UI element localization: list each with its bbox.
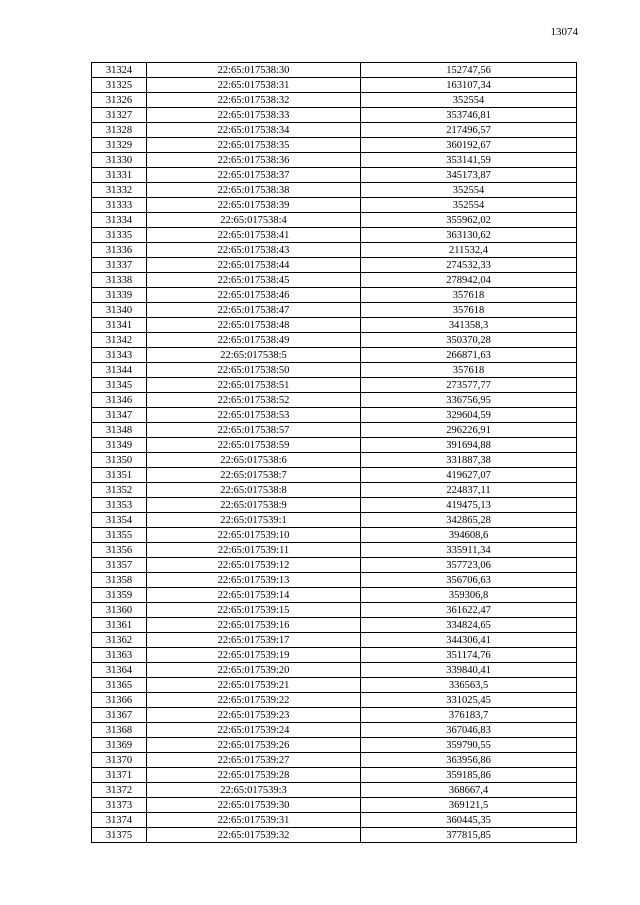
row-number-cell: 31335 bbox=[92, 228, 147, 243]
table-row bbox=[92, 543, 577, 558]
value-cell: 360445,35 bbox=[361, 813, 577, 828]
table-row bbox=[92, 423, 577, 438]
row-number-cell: 31332 bbox=[92, 183, 147, 198]
row-number-cell: 31338 bbox=[92, 273, 147, 288]
row-number-cell: 31326 bbox=[92, 93, 147, 108]
value-cell: 369121,5 bbox=[361, 798, 577, 813]
value-cell: 352554 bbox=[361, 198, 577, 213]
table-row bbox=[92, 498, 577, 513]
row-number-cell: 31353 bbox=[92, 498, 147, 513]
cadastral-number-cell: 22:65:017538:35 bbox=[147, 138, 361, 153]
table-row bbox=[92, 168, 577, 183]
cadastral-number-cell: 22:65:017538:44 bbox=[147, 258, 361, 273]
row-number-cell: 31362 bbox=[92, 633, 147, 648]
cadastral-number-cell: 22:65:017539:15 bbox=[147, 603, 361, 618]
value-cell: 351174,76 bbox=[361, 648, 577, 663]
table-row bbox=[92, 138, 577, 153]
row-number-cell: 31373 bbox=[92, 798, 147, 813]
row-number-cell: 31359 bbox=[92, 588, 147, 603]
row-number-cell: 31349 bbox=[92, 438, 147, 453]
table-row bbox=[92, 573, 577, 588]
cadastral-number-cell: 22:65:017539:13 bbox=[147, 573, 361, 588]
row-number-cell: 31325 bbox=[92, 78, 147, 93]
row-number-cell: 31344 bbox=[92, 363, 147, 378]
value-cell: 360192,67 bbox=[361, 138, 577, 153]
cadastral-number-cell: 22:65:017539:1 bbox=[147, 513, 361, 528]
table-row bbox=[92, 228, 577, 243]
value-cell: 363130,62 bbox=[361, 228, 577, 243]
cadastral-number-cell: 22:65:017539:27 bbox=[147, 753, 361, 768]
value-cell: 266871,63 bbox=[361, 348, 577, 363]
table-row bbox=[92, 558, 577, 573]
table-row bbox=[92, 663, 577, 678]
table-row bbox=[92, 708, 577, 723]
row-number-cell: 31329 bbox=[92, 138, 147, 153]
value-cell: 273577,77 bbox=[361, 378, 577, 393]
table-row bbox=[92, 213, 577, 228]
value-cell: 331887,38 bbox=[361, 453, 577, 468]
value-cell: 345173,87 bbox=[361, 168, 577, 183]
cadastral-number-cell: 22:65:017539:32 bbox=[147, 828, 361, 843]
cadastral-number-cell: 22:65:017538:5 bbox=[147, 348, 361, 363]
table-row bbox=[92, 393, 577, 408]
cadastral-number-cell: 22:65:017538:6 bbox=[147, 453, 361, 468]
table-row bbox=[92, 783, 577, 798]
cadastral-number-cell: 22:65:017539:17 bbox=[147, 633, 361, 648]
cadastral-number-cell: 22:65:017538:4 bbox=[147, 213, 361, 228]
row-number-cell: 31333 bbox=[92, 198, 147, 213]
table-row bbox=[92, 693, 577, 708]
table-row bbox=[92, 468, 577, 483]
row-number-cell: 31366 bbox=[92, 693, 147, 708]
cadastral-number-cell: 22:65:017538:43 bbox=[147, 243, 361, 258]
cadastral-number-cell: 22:65:017539:12 bbox=[147, 558, 361, 573]
cadastral-number-cell: 22:65:017538:45 bbox=[147, 273, 361, 288]
value-cell: 357618 bbox=[361, 303, 577, 318]
table-row bbox=[92, 768, 577, 783]
table-row bbox=[92, 78, 577, 93]
row-number-cell: 31355 bbox=[92, 528, 147, 543]
row-number-cell: 31374 bbox=[92, 813, 147, 828]
value-cell: 350370,28 bbox=[361, 333, 577, 348]
cadastral-number-cell: 22:65:017538:47 bbox=[147, 303, 361, 318]
table-row bbox=[92, 183, 577, 198]
row-number-cell: 31363 bbox=[92, 648, 147, 663]
value-cell: 377815,85 bbox=[361, 828, 577, 843]
value-cell: 334824,65 bbox=[361, 618, 577, 633]
row-number-cell: 31361 bbox=[92, 618, 147, 633]
value-cell: 296226,91 bbox=[361, 423, 577, 438]
cadastral-number-cell: 22:65:017539:26 bbox=[147, 738, 361, 753]
row-number-cell: 31372 bbox=[92, 783, 147, 798]
row-number-cell: 31368 bbox=[92, 723, 147, 738]
value-cell: 363956,86 bbox=[361, 753, 577, 768]
cadastral-number-cell: 22:65:017538:46 bbox=[147, 288, 361, 303]
row-number-cell: 31367 bbox=[92, 708, 147, 723]
cadastral-number-cell: 22:65:017539:14 bbox=[147, 588, 361, 603]
value-cell: 361622,47 bbox=[361, 603, 577, 618]
row-number-cell: 31337 bbox=[92, 258, 147, 273]
value-cell: 211532,4 bbox=[361, 243, 577, 258]
value-cell: 368667,4 bbox=[361, 783, 577, 798]
table-row bbox=[92, 153, 577, 168]
table-row bbox=[92, 243, 577, 258]
value-cell: 278942,04 bbox=[361, 273, 577, 288]
value-cell: 355962,02 bbox=[361, 213, 577, 228]
value-cell: 356706,63 bbox=[361, 573, 577, 588]
table-row bbox=[92, 618, 577, 633]
cadastral-number-cell: 22:65:017539:24 bbox=[147, 723, 361, 738]
row-number-cell: 31375 bbox=[92, 828, 147, 843]
table-row bbox=[92, 738, 577, 753]
value-cell: 359790,55 bbox=[361, 738, 577, 753]
table-row bbox=[92, 438, 577, 453]
cadastral-number-cell: 22:65:017538:52 bbox=[147, 393, 361, 408]
cadastral-number-cell: 22:65:017538:32 bbox=[147, 93, 361, 108]
table-row bbox=[92, 318, 577, 333]
table-row bbox=[92, 378, 577, 393]
table-row bbox=[92, 108, 577, 123]
value-cell: 353746,81 bbox=[361, 108, 577, 123]
cadastral-number-cell: 22:65:017539:23 bbox=[147, 708, 361, 723]
row-number-cell: 31370 bbox=[92, 753, 147, 768]
row-number-cell: 31324 bbox=[92, 63, 147, 78]
value-cell: 344306,41 bbox=[361, 633, 577, 648]
row-number-cell: 31357 bbox=[92, 558, 147, 573]
data-table bbox=[91, 62, 577, 843]
cadastral-number-cell: 22:65:017538:9 bbox=[147, 498, 361, 513]
cadastral-number-cell: 22:65:017539:11 bbox=[147, 543, 361, 558]
cadastral-number-cell: 22:65:017539:20 bbox=[147, 663, 361, 678]
cadastral-number-cell: 22:65:017539:10 bbox=[147, 528, 361, 543]
row-number-cell: 31345 bbox=[92, 378, 147, 393]
row-number-cell: 31348 bbox=[92, 423, 147, 438]
cadastral-number-cell: 22:65:017538:57 bbox=[147, 423, 361, 438]
value-cell: 217496,57 bbox=[361, 123, 577, 138]
cadastral-number-cell: 22:65:017538:59 bbox=[147, 438, 361, 453]
cadastral-number-cell: 22:65:017538:38 bbox=[147, 183, 361, 198]
row-number-cell: 31364 bbox=[92, 663, 147, 678]
value-cell: 331025,45 bbox=[361, 693, 577, 708]
cadastral-number-cell: 22:65:017539:30 bbox=[147, 798, 361, 813]
table-body bbox=[92, 63, 577, 843]
table-row bbox=[92, 828, 577, 843]
table-row bbox=[92, 723, 577, 738]
table-row bbox=[92, 288, 577, 303]
cadastral-number-cell: 22:65:017538:41 bbox=[147, 228, 361, 243]
table-row bbox=[92, 348, 577, 363]
cadastral-number-cell: 22:65:017538:48 bbox=[147, 318, 361, 333]
value-cell: 357618 bbox=[361, 288, 577, 303]
table-row bbox=[92, 648, 577, 663]
value-cell: 336756,95 bbox=[361, 393, 577, 408]
row-number-cell: 31346 bbox=[92, 393, 147, 408]
cadastral-number-cell: 22:65:017539:28 bbox=[147, 768, 361, 783]
row-number-cell: 31328 bbox=[92, 123, 147, 138]
table-row bbox=[92, 273, 577, 288]
table-row bbox=[92, 513, 577, 528]
table-row bbox=[92, 258, 577, 273]
row-number-cell: 31334 bbox=[92, 213, 147, 228]
table-row bbox=[92, 93, 577, 108]
cadastral-number-cell: 22:65:017539:22 bbox=[147, 693, 361, 708]
row-number-cell: 31327 bbox=[92, 108, 147, 123]
value-cell: 341358,3 bbox=[361, 318, 577, 333]
row-number-cell: 31352 bbox=[92, 483, 147, 498]
row-number-cell: 31356 bbox=[92, 543, 147, 558]
value-cell: 335911,34 bbox=[361, 543, 577, 558]
page-number: 13074 bbox=[550, 26, 578, 38]
row-number-cell: 31341 bbox=[92, 318, 147, 333]
value-cell: 359306,8 bbox=[361, 588, 577, 603]
value-cell: 152747,56 bbox=[361, 63, 577, 78]
table-row bbox=[92, 528, 577, 543]
cadastral-number-cell: 22:65:017538:36 bbox=[147, 153, 361, 168]
value-cell: 352554 bbox=[361, 93, 577, 108]
row-number-cell: 31343 bbox=[92, 348, 147, 363]
value-cell: 339840,41 bbox=[361, 663, 577, 678]
table-row bbox=[92, 333, 577, 348]
table-row bbox=[92, 198, 577, 213]
table-row bbox=[92, 453, 577, 468]
value-cell: 394608,6 bbox=[361, 528, 577, 543]
row-number-cell: 31365 bbox=[92, 678, 147, 693]
cadastral-number-cell: 22:65:017538:50 bbox=[147, 363, 361, 378]
table-row bbox=[92, 123, 577, 138]
cadastral-number-cell: 22:65:017538:7 bbox=[147, 468, 361, 483]
cadastral-number-cell: 22:65:017539:3 bbox=[147, 783, 361, 798]
row-number-cell: 31336 bbox=[92, 243, 147, 258]
cadastral-number-cell: 22:65:017538:37 bbox=[147, 168, 361, 183]
row-number-cell: 31350 bbox=[92, 453, 147, 468]
table-row bbox=[92, 303, 577, 318]
cadastral-number-cell: 22:65:017538:31 bbox=[147, 78, 361, 93]
row-number-cell: 31371 bbox=[92, 768, 147, 783]
table-row bbox=[92, 813, 577, 828]
cadastral-number-cell: 22:65:017539:19 bbox=[147, 648, 361, 663]
row-number-cell: 31347 bbox=[92, 408, 147, 423]
value-cell: 391694,88 bbox=[361, 438, 577, 453]
cadastral-number-cell: 22:65:017539:16 bbox=[147, 618, 361, 633]
value-cell: 359185,86 bbox=[361, 768, 577, 783]
row-number-cell: 31339 bbox=[92, 288, 147, 303]
cadastral-number-cell: 22:65:017538:8 bbox=[147, 483, 361, 498]
value-cell: 419475,13 bbox=[361, 498, 577, 513]
cadastral-number-cell: 22:65:017538:39 bbox=[147, 198, 361, 213]
row-number-cell: 31340 bbox=[92, 303, 147, 318]
row-number-cell: 31331 bbox=[92, 168, 147, 183]
row-number-cell: 31358 bbox=[92, 573, 147, 588]
table-row bbox=[92, 678, 577, 693]
value-cell: 352554 bbox=[361, 183, 577, 198]
cadastral-number-cell: 22:65:017538:49 bbox=[147, 333, 361, 348]
table-row bbox=[92, 588, 577, 603]
table-row bbox=[92, 408, 577, 423]
table-row bbox=[92, 633, 577, 648]
table-row bbox=[92, 798, 577, 813]
cadastral-number-cell: 22:65:017538:51 bbox=[147, 378, 361, 393]
table-row bbox=[92, 753, 577, 768]
row-number-cell: 31342 bbox=[92, 333, 147, 348]
cadastral-number-cell: 22:65:017539:31 bbox=[147, 813, 361, 828]
row-number-cell: 31354 bbox=[92, 513, 147, 528]
value-cell: 163107,34 bbox=[361, 78, 577, 93]
value-cell: 336563,5 bbox=[361, 678, 577, 693]
value-cell: 367046,83 bbox=[361, 723, 577, 738]
value-cell: 224837,11 bbox=[361, 483, 577, 498]
cadastral-number-cell: 22:65:017538:33 bbox=[147, 108, 361, 123]
table-row bbox=[92, 363, 577, 378]
cadastral-number-cell: 22:65:017539:21 bbox=[147, 678, 361, 693]
cadastral-number-cell: 22:65:017538:34 bbox=[147, 123, 361, 138]
cadastral-number-cell: 22:65:017538:53 bbox=[147, 408, 361, 423]
table-row bbox=[92, 603, 577, 618]
value-cell: 329604,59 bbox=[361, 408, 577, 423]
table-row bbox=[92, 483, 577, 498]
value-cell: 419627,07 bbox=[361, 468, 577, 483]
value-cell: 376183,7 bbox=[361, 708, 577, 723]
value-cell: 342865,28 bbox=[361, 513, 577, 528]
value-cell: 357723,06 bbox=[361, 558, 577, 573]
row-number-cell: 31360 bbox=[92, 603, 147, 618]
row-number-cell: 31369 bbox=[92, 738, 147, 753]
value-cell: 357618 bbox=[361, 363, 577, 378]
table-row bbox=[92, 63, 577, 78]
cadastral-number-cell: 22:65:017538:30 bbox=[147, 63, 361, 78]
value-cell: 353141,59 bbox=[361, 153, 577, 168]
row-number-cell: 31351 bbox=[92, 468, 147, 483]
row-number-cell: 31330 bbox=[92, 153, 147, 168]
value-cell: 274532,33 bbox=[361, 258, 577, 273]
